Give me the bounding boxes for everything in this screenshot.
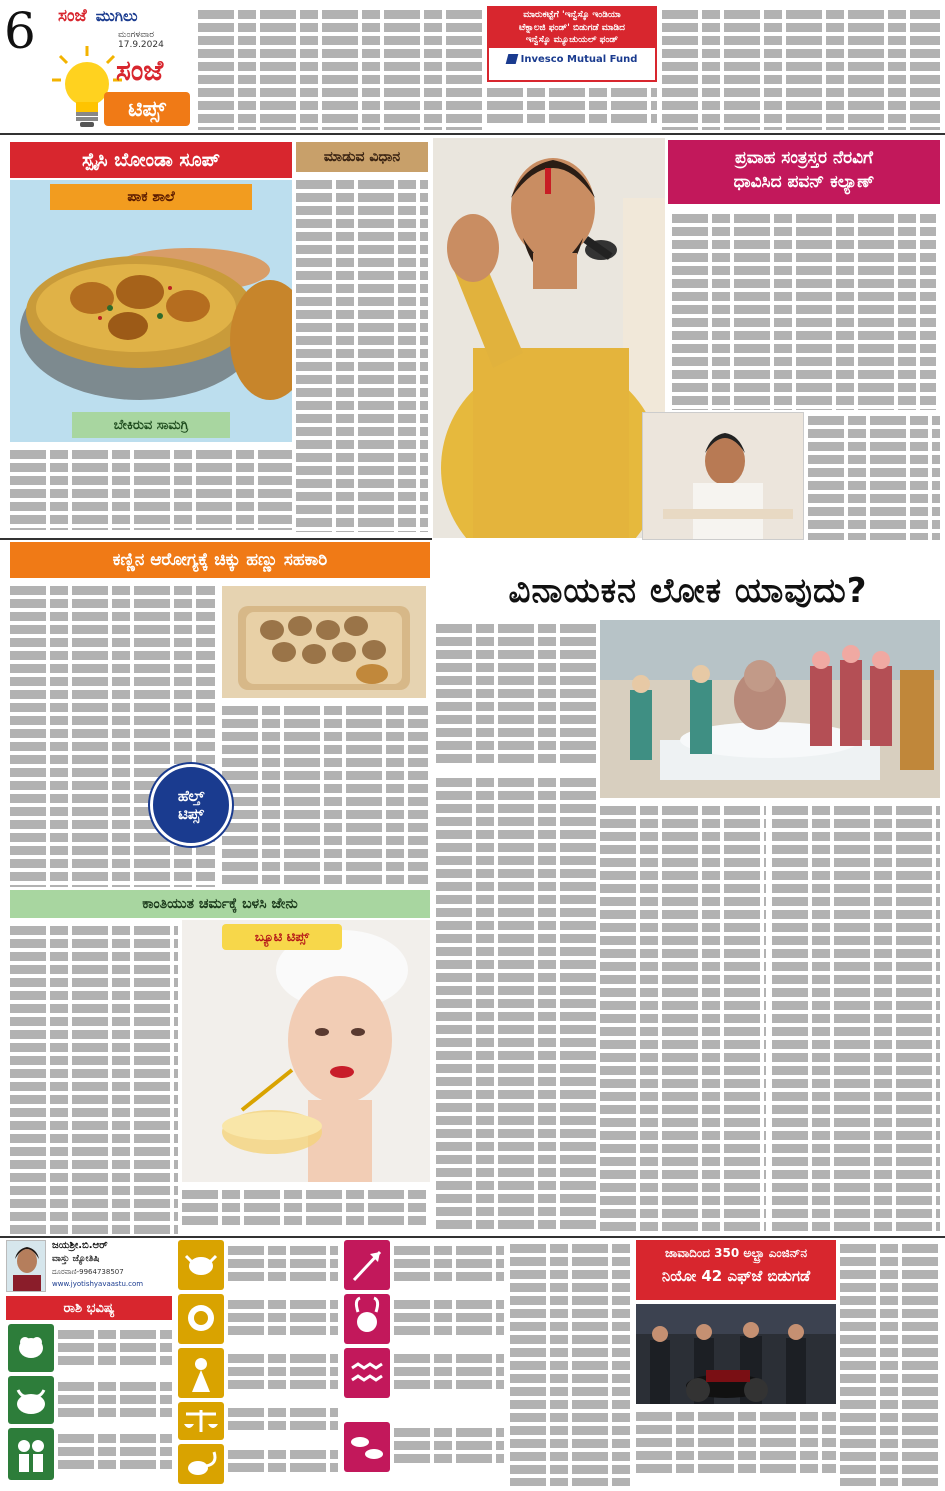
ingredients-label: ಬೇಕಿರುವ ಸಾಮಗ್ರಿ bbox=[72, 412, 230, 438]
kitchen-label: ಪಾಕ ಶಾಲೆ bbox=[50, 184, 252, 210]
zodiac-scorpio-icon bbox=[178, 1444, 224, 1484]
zodiac-sagittarius-icon bbox=[344, 1240, 390, 1290]
ad-line1: ಮಾರುಕಟ್ಟೆಗೆ 'ಇನ್ವೆಸ್ಕೊ ಇಂಡಿಯಾ bbox=[489, 8, 655, 22]
pawan-headline bbox=[668, 140, 940, 204]
pawan-article-top bbox=[672, 210, 936, 410]
jawa-headline bbox=[636, 1240, 836, 1300]
zodiac-cancer-icon bbox=[178, 1240, 224, 1290]
eye-article-col2 bbox=[222, 702, 428, 888]
rashi-bhavishya-title: ರಾಶಿ ಭವಿಷ್ಯ bbox=[6, 1296, 172, 1320]
health-tips-badge: ಹೆಲ್ತ್ ಟಿಪ್ಸ್ bbox=[150, 764, 232, 846]
soup-method-label: ಮಾಡುವ ವಿಧಾನ bbox=[296, 142, 428, 172]
soup-ingredients-text bbox=[10, 446, 292, 530]
gemini-text bbox=[58, 1430, 172, 1480]
pawan-kalyan-inset-photo bbox=[642, 412, 804, 540]
soup-title: ಸ್ಪೈಸಿ ಬೋಂಡಾ ಸೂಪ್ bbox=[10, 142, 292, 178]
aquarius-text bbox=[394, 1350, 504, 1398]
scorpio-text bbox=[228, 1446, 338, 1484]
libra-text bbox=[228, 1404, 338, 1440]
section-title-top: ಸಂಜೆ bbox=[116, 54, 164, 87]
virgo-text bbox=[228, 1350, 338, 1398]
honey-title: ಕಾಂತಿಯುತ ಚರ್ಮಕ್ಕೆ ಬಳಸಿ ಜೇನು bbox=[10, 890, 430, 918]
zodiac-leo-icon bbox=[178, 1294, 224, 1344]
jawa-launch-photo bbox=[636, 1304, 836, 1404]
astro-author-title: ವಾಸ್ತು ಜ್ಯೋತಿಷಿ bbox=[52, 1254, 100, 1264]
page-number: 6 bbox=[4, 2, 36, 60]
ganesha-article-col4 bbox=[772, 802, 940, 1232]
jawa-article-col3 bbox=[840, 1240, 940, 1486]
zodiac-capricorn-icon bbox=[344, 1294, 390, 1344]
zodiac-virgo-icon bbox=[178, 1348, 224, 1398]
leo-text bbox=[228, 1296, 338, 1344]
jawa-article-col2 bbox=[636, 1408, 836, 1486]
masthead-date: ಮಂಗಳವಾರ 17.9.2024 bbox=[118, 30, 164, 50]
zodiac-gemini-icon bbox=[8, 1428, 54, 1480]
masthead-logo bbox=[58, 6, 193, 30]
zodiac-pisces-icon bbox=[344, 1422, 390, 1472]
ad-line3: ಇನ್ವೆಸ್ಕೊ ಮ್ಯೂಚುಯಲ್ ಫಂಡ್ bbox=[489, 34, 655, 48]
astro-website[interactable]: www.jyotishyavaastu.com bbox=[52, 1280, 144, 1288]
aries-text bbox=[58, 1326, 172, 1372]
ganesha-article-col3 bbox=[600, 802, 766, 1232]
invesco-article-col3 bbox=[662, 6, 940, 130]
pawan-headline-line1: ಪ್ರವಾಹ ಸಂತ್ರಸ್ತರ ನೆರವಿಗೆ bbox=[735, 148, 873, 168]
ganesha-title: ವಿನಾಯಕನ ಲೋಕ ಯಾವುದು? bbox=[508, 571, 868, 611]
zodiac-taurus-icon bbox=[8, 1376, 54, 1424]
jawa-article-col1 bbox=[510, 1240, 632, 1486]
soup-photo bbox=[10, 180, 292, 442]
masthead-title-sanje: ಸಂಜೆ bbox=[58, 6, 87, 26]
ganesha-article-col1 bbox=[436, 620, 596, 770]
invesco-article-col1 bbox=[198, 6, 483, 130]
pawan-headline-line2: ಧಾವಿಸಿದ ಪವನ್ ಕಲ್ಯಾಣ್ bbox=[733, 172, 875, 192]
ganesha-article-col2 bbox=[436, 774, 596, 1232]
zodiac-aries-icon bbox=[8, 1324, 54, 1372]
eye-title: ಕಣ್ಣಿನ ಆರೋಗ್ಯಕ್ಕೆ ಚಿಕ್ಕು ಹಣ್ಣು ಸಹಕಾರಿ bbox=[10, 542, 430, 578]
astro-author-name: ಜಯಶ್ರೀ.ಬಿ.ಆರ್ bbox=[52, 1240, 108, 1251]
honey-article-col2 bbox=[182, 1186, 430, 1234]
astro-author-box bbox=[6, 1240, 174, 1294]
jawa-headline-line1: ಜಾವಾದಿಂದ 350 ಅಲ್ಟ್ರಾ ಎಂಜಿನ್‌ನ bbox=[664, 1246, 808, 1260]
astro-phone: ದೂರವಾಣಿ-9964738507 bbox=[52, 1268, 124, 1276]
jawa-headline-line2: ನಿಯೋ 42 ಎಫ್‌ಜೆ ಬಿಡುಗಡೆ bbox=[661, 1267, 811, 1285]
beauty-tips-badge: ಬ್ಯೂಟಿ ಟಿಪ್ಸ್ bbox=[222, 924, 342, 950]
zodiac-libra-icon bbox=[178, 1402, 224, 1440]
author-avatar bbox=[6, 1240, 46, 1292]
invesco-article-col2 bbox=[487, 84, 657, 130]
soup-method-text bbox=[296, 176, 428, 532]
honey-photo bbox=[182, 920, 430, 1182]
masthead bbox=[0, 0, 195, 135]
pawan-kalyan-photo bbox=[433, 138, 665, 538]
zodiac-aquarius-icon bbox=[344, 1348, 390, 1398]
honey-article-col1 bbox=[10, 922, 178, 1234]
ganesha-idols-photo bbox=[600, 620, 940, 798]
ad-brand: Invesco Mutual Fund bbox=[489, 48, 655, 70]
section-title-bottom: ಟಿಪ್ಸ್ bbox=[104, 92, 190, 126]
ad-line2: ಟೆಕ್ನಾಲಜಿ ಫಂಡ್' ಬಿಡುಗಡೆ ಮಾಡಿದ bbox=[489, 22, 655, 34]
taurus-text bbox=[58, 1378, 172, 1424]
capricorn-text bbox=[394, 1296, 504, 1344]
pawan-article-bottom bbox=[808, 412, 940, 540]
invesco-ad bbox=[487, 6, 657, 82]
cancer-text bbox=[228, 1242, 338, 1290]
sapota-photo bbox=[222, 586, 426, 698]
invesco-logo-icon bbox=[505, 54, 518, 64]
pisces-text bbox=[394, 1424, 504, 1474]
masthead-title-mugilu: ಮುಗಿಲು bbox=[95, 7, 138, 25]
sagittarius-text bbox=[394, 1242, 504, 1290]
